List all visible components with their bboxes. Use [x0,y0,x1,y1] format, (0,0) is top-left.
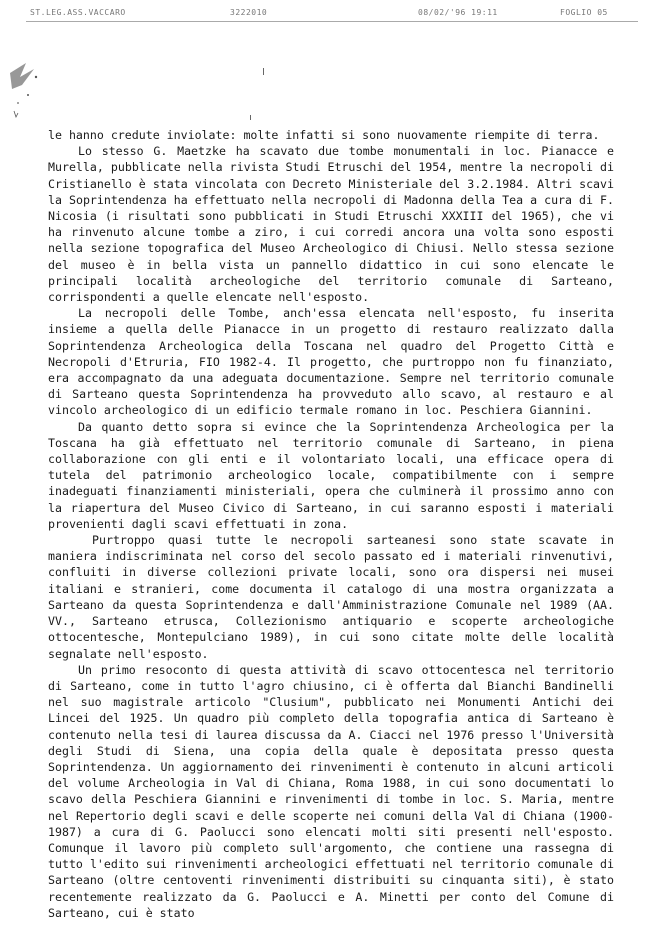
paragraph: Lo stesso G. Maetzke ha scavato due tombe monumentali in loc. Pianacce e Murella, pubblicate nella rivista Studi Etruschi del 1954, mentre la necropoli di Cristianello è stata vincolata con Decreto Ministeriale del 3.2.1984. Altri scavi la Soprintendenza ha effettuato nella necropoli di Madonna della Tea a cura di F. Nicosia (i risultati sono pubblicati in Studi Etruschi XXXIII del 1965), che vi ha rinvenuto alcune tombe a ziro, i cui corredi ancora una volta sono esposti nella sezione topografica del Museo Archeologico di Chiusi. Nello stessa sezione del museo è in bella vista un pannello didattico in cui sono elencate le principali località archeologiche del territorio comunale di Sarteano, corrispondenti a quelle elencate nell'esposto. [48,144,614,305]
fax-number: 3222010 [230,8,268,17]
scan-smudge-mark [6,55,46,125]
letter-body [48,127,614,921]
fax-header-rule [26,21,638,22]
paragraph: Da quanto detto sopra si evince che la Soprintendenza Archeologica per la Toscana ha già effettuato nel territorio comunale di Sarteano, in piena collaborazione con gli enti e il volontariato locali, una efficace opera di tutela del patrimonio archeologico locale, compatibilmente con i sempre inadeguati finanziamenti ministeriali, opera che culminerà il prossimo anno con la riapertura del Museo Civico di Sarteano, in cui saranno esposti i materiali provenienti dagli scavi effettuati in zona. [48,419,614,531]
fax-header [30,8,630,20]
paragraph: Purtroppo quasi tutte le necropoli sarteanesi sono state scavate in maniera indiscriminata nel corso del secolo passato ed i materiali rinvenutivi, confluiti in diverse collezioni private locali, sono ora dispersi nei musei italiani e stranieri, come documenta il catalogo di una mostra organizzata a Sarteano da questa Soprintendenza e dall'Amministrazione Comunale nel 1989 (AA. VV., Sarteano etrusca, Collezionismo antiquario e scoperte archeologiche ottocentesche, Montepulciano 1989), in cui sono citate molte delle località segnalate nell'esposto. [48,533,614,661]
stray-scan-mark [263,68,264,75]
fax-sender-id: ST.LEG.ASS.VACCARO [30,8,126,17]
paragraph: le hanno credute inviolate: molte infatti si sono nuovamente riempite di terra. [48,128,600,142]
paragraph: La necropoli delle Tombe, anch'essa elencata nell'esposto, fu inserita insieme a quella delle Pianacce in un progetto di restauro realizzato dalla Soprintendenza Archeologica della Toscana nel quadro del Progetto Città e Necropoli d'Etruria, FIO 1982-4. Il progetto, che purtroppo non fu finanziato, era accompagnato da una adeguata documentazione. Sempre nel territorio comunale di Sarteano questa Soprintendenza ha provveduto allo scavo, al restauro e al vincolo archeologico di un edificio termale romano in loc. Peschiera Giannini. [48,306,614,418]
fax-timestamp: 08/02/'96 19:11 [418,8,498,17]
paragraph: Un primo resoconto di questa attività di scavo ottocentesca nel territorio di Sarteano, come in tutto l'agro chiusino, ci è offerta dal Bianchi Bandinelli nel suo magistrale articolo "Clusium", pubblicato nei Monumenti Antichi dei Lincei del 1925. Un quadro più completo della topografia antica di Sarteano è contenuto nella tesi di laurea discussa da A. Ciacci nel 1976 presso l'Università degli Studi di Siena, una copia della quale è depositata presso questa Soprintendenza. Un aggiornamento dei rinvenimenti è contenuto in alcuni articoli del volume Archeologia in Val di Chiana, Roma 1988, in cui sono documentati lo scavo della Peschiera Giannini e rinvenimenti di tombe in loc. S. Maria, mentre nel Repertorio degli scavi e delle scoperte nei comuni della Val di Chiana (1900-1987) a cura di G. Paolucci sono elencati molti siti presenti nell'esposto. Comunque il lavoro più completo sull'argomento, che contiene una rassegna di tutto l'edito sui rinvenimenti archeologici effettuati nel territorio comunale di Sarteano (oltre centoventi rinvenimenti distribuiti su cinquanta siti), è stato recentemente realizzato da G. Paolucci e A. Minetti per conto del Comune di Sarteano, cui è stato [48,662,614,920]
fax-page-number: FOGLIO 05 [560,8,608,17]
stray-scan-mark [250,115,251,120]
